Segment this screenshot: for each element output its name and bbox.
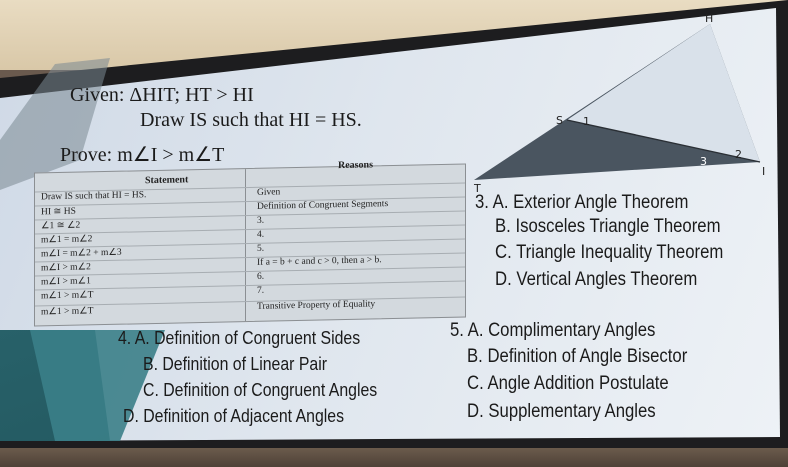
- statement-cell: m∠1 > m∠T: [41, 306, 94, 318]
- reasons-header: Reasons: [338, 159, 374, 172]
- statement-cell: m∠I = m∠2 + m∠3: [41, 247, 122, 260]
- label-s: S: [556, 114, 563, 127]
- proof-table: [34, 159, 466, 326]
- statement-cell: HI ≅ HS: [41, 206, 76, 218]
- reason-cell: Definition of Congruent Segments: [257, 199, 389, 212]
- angle-label-1: 1: [583, 115, 590, 128]
- label-t: T: [474, 182, 481, 195]
- reason-cell: Transitive Property of Equality: [257, 299, 376, 312]
- q3-option-a: 3. A. Exterior Angle Theorem: [475, 192, 689, 213]
- q3-option-c: C. Triangle Inequality Theorem: [495, 242, 724, 263]
- statement-cell: Draw IS such that HI = HS.: [41, 190, 147, 203]
- q3-option-d: D. Vertical Angles Theorem: [495, 269, 698, 290]
- angle-label-3: 3: [700, 155, 707, 168]
- statement-cell: m∠1 = m∠2: [41, 234, 93, 246]
- statement-cell: m∠I > m∠2: [41, 262, 91, 274]
- q5-option-d: D. Supplementary Angles: [467, 401, 656, 422]
- given-statement: Given: ΔHIT; HT > HI: [70, 84, 254, 106]
- statement-cell: m∠1 > m∠T: [41, 290, 94, 302]
- reason-cell: 6.: [257, 271, 265, 282]
- label-h: H: [705, 12, 714, 25]
- q4-option-d: D. Definition of Adjacent Angles: [123, 406, 345, 426]
- reason-cell: 7.: [257, 285, 265, 296]
- q5-option-c: C. Angle Addition Postulate: [467, 373, 669, 394]
- q5-option-a: 5. A. Complimentary Angles: [450, 320, 656, 341]
- reason-cell: If a = b + c and c > 0, then a > b.: [257, 255, 382, 268]
- q4-option-c: C. Definition of Congruent Angles: [143, 380, 378, 400]
- prove-statement: Prove: m∠I > m∠T: [60, 144, 225, 166]
- q4-option-b: B. Definition of Linear Pair: [143, 354, 328, 374]
- draw-instruction: Draw IS such that HI = HS.: [140, 109, 362, 131]
- reason-cell: 4.: [257, 229, 265, 240]
- reason-cell: 5.: [257, 243, 265, 254]
- triangle-figure: [470, 12, 770, 202]
- statement-cell: ∠1 ≅ ∠2: [41, 220, 81, 232]
- tv-stand: [0, 448, 788, 467]
- label-i: I: [762, 165, 766, 178]
- angle-label-2: 2: [735, 148, 742, 161]
- q5-option-b: B. Definition of Angle Bisector: [467, 346, 688, 367]
- q3-option-b: B. Isosceles Triangle Theorem: [495, 216, 721, 237]
- statement-header: Statement: [145, 174, 189, 187]
- q4-option-a: 4. A. Definition of Congruent Sides: [118, 328, 361, 348]
- statement-cell: m∠I > m∠1: [41, 276, 91, 288]
- reason-cell: Given: [257, 187, 281, 198]
- reason-cell: 3.: [257, 215, 265, 226]
